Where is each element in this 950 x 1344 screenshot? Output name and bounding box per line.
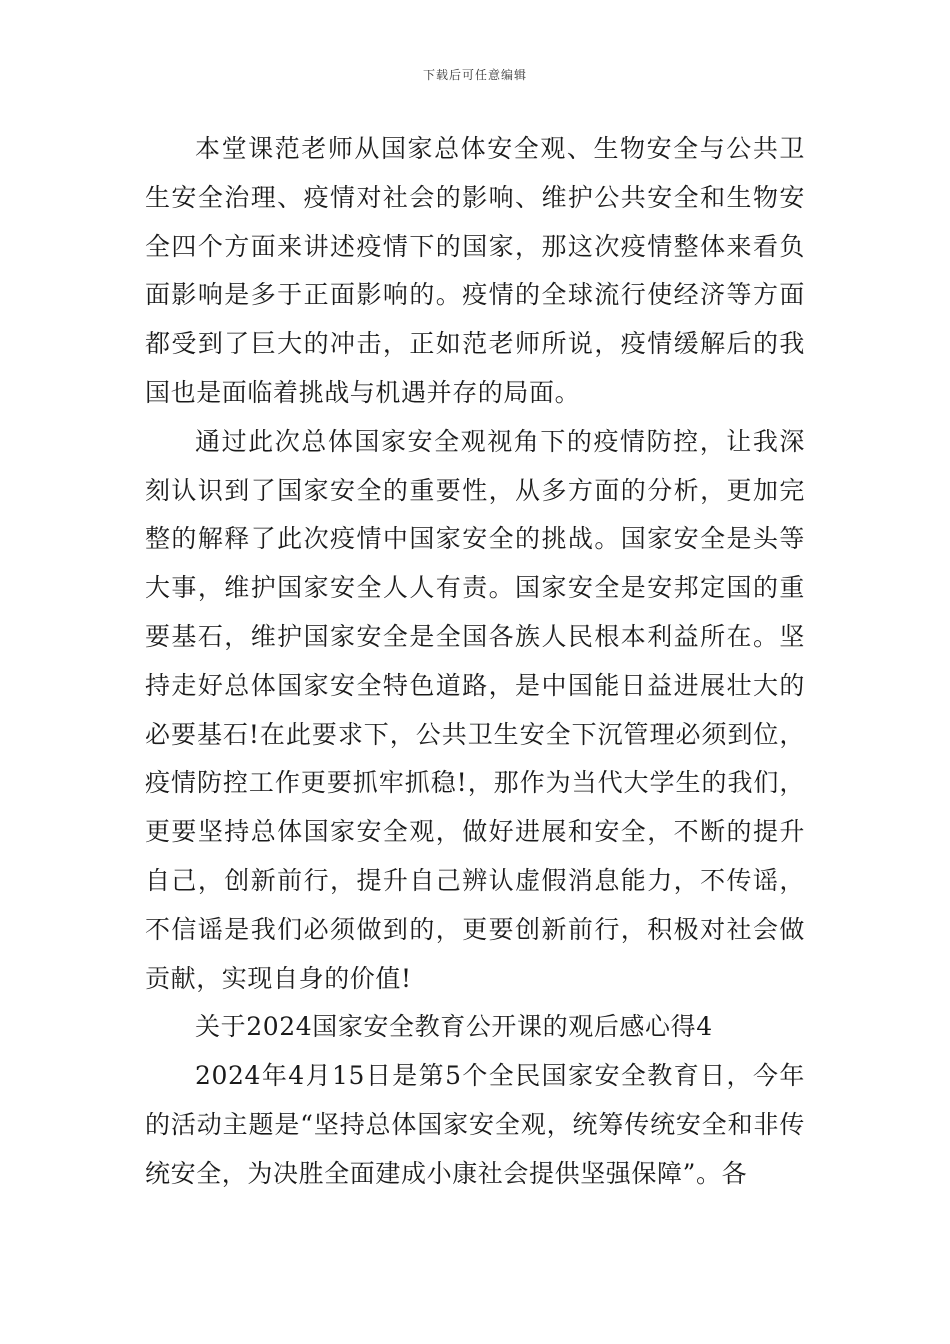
section-heading: 关于2024国家安全教育公开课的观后感心得4 [195, 1012, 713, 1042]
paragraph: 2024年4月15日是第5个全民国家安全教育日，今年的活动主题是“坚持总体国家安全观，统筹传统安全和非传统安全，为决胜全面建成小康社会提供坚强保障”。各 [145, 1061, 805, 1188]
document-body [145, 125, 805, 1199]
paragraph: 本堂课范老师从国家总体安全观、生物安全与公共卫生安全治理、疫情对社会的影响、维护公共安全和生物安全四个方面来讲述疫情下的国家，那这次疫情整体来看负面影响是多于正面影响的。疫情的全球流行使经济等方面都受到了巨大的冲击，正如范老师所说，疫情缓解后的我国也是面临着挑战与机遇并存的局面。 [145, 134, 805, 407]
paragraph: 通过此次总体国家安全观视角下的疫情防控，让我深刻认识到了国家安全的重要性，从多方面的分析，更加完整的解释了此次疫情中国家安全的挑战。国家安全是头等大事，维护国家安全人人有责。国家安全是安邦定国的重要基石，维护国家安全是全国各族人民根本利益所在。坚持走好总体国家安全特色道路，是中国能日益进展壮大的必要基石!在此要求下，公共卫生安全下沉管理必须到位，疫情防控工作更要抓牢抓稳!，那作为当代大学生的我们，更要坚持总体国家安全观，做好进展和安全，不断的提升自己，创新前行，提升自己辨认虚假消息能力，不传谣，不信谣是我们必须做到的，更要创新前行，积极对社会做贡献，实现自身的价值! [145, 426, 805, 993]
page-header-note: 下载后可任意编辑 [422, 68, 527, 82]
